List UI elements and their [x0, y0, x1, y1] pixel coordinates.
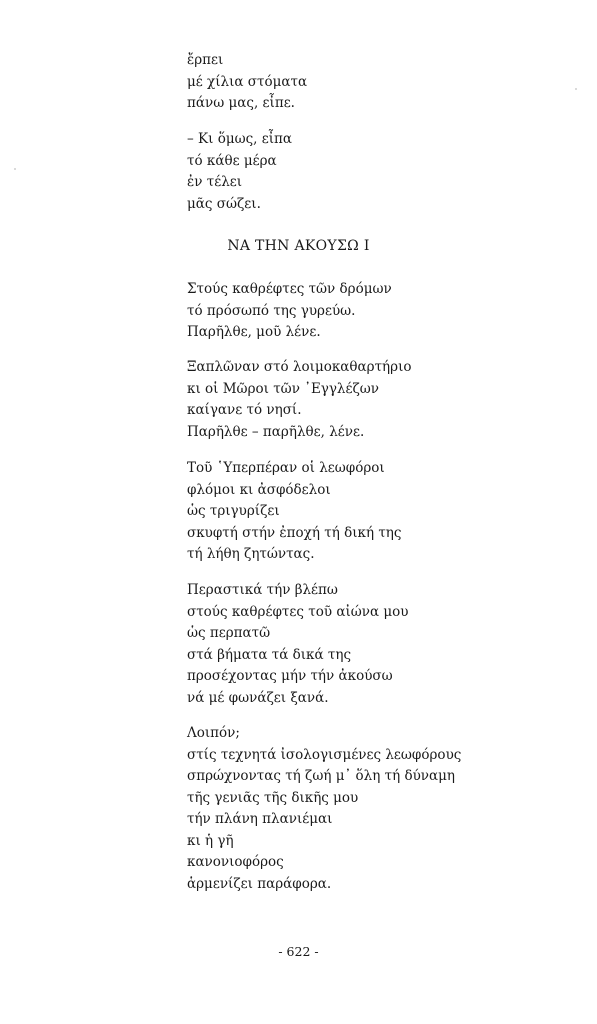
poem-line: σκυφτή στήν ἐποχή τή δική της — [187, 524, 402, 541]
stanza-4 — [187, 580, 547, 709]
poem-line: πάνω μας, εἶπε. — [187, 95, 295, 111]
poem-line: στούς καθρέφτες τοῦ αἰώνα μου — [187, 603, 409, 620]
poem-line: καίγανε τό νησί. — [187, 402, 302, 418]
poem-line: ἔρπει — [187, 52, 224, 68]
poem-line: τήν πλάνη πλανιέμαι — [187, 811, 333, 827]
poem-line: προσέχοντας μήν τήν ἀκούσω — [187, 668, 393, 684]
poem-line: Ξαπλῶναν στό λοιμοκαθαρτήριο — [187, 359, 412, 375]
poem-line: σπρώχνοντας τή ζωή μ᾽ ὅλη τή δύναμη — [187, 768, 455, 784]
scan-speck — [14, 168, 16, 170]
stanza-2 — [187, 357, 547, 443]
poem-line: μέ χίλια στόματα — [187, 73, 308, 90]
poem-line: τή λήθη ζητώντας. — [187, 546, 315, 562]
poem-line: ὡς περπατῶ — [187, 625, 271, 641]
poem-line: κι οἱ Μῶροι τῶν ᾽Εγγλέζων — [187, 380, 380, 397]
poem-line: Τοῦ ῾Υπερπέραν οἱ λεωφόροι — [187, 460, 385, 476]
poem-line: στά βήματα τά δικά της — [187, 646, 352, 663]
page-number: - 622 - — [278, 944, 319, 959]
poem-line: Στούς καθρέφτες τῶν δρόμων — [187, 281, 392, 297]
poem-line: – Κι ὅμως, εἶπα — [187, 131, 293, 147]
stanza-1 — [187, 279, 547, 344]
poem-line: στίς τεχνητά ἰσολογισμένες λεωφόρους — [187, 746, 462, 763]
poem-line: κι ἡ γῆ — [187, 832, 234, 849]
poem-line: τό κάθε μέρα — [187, 152, 277, 169]
stanza-prev-1 — [187, 50, 547, 115]
poem-line: Παρῆλθε – παρῆλθε, λένε. — [187, 423, 365, 440]
scan-speck — [575, 88, 577, 90]
poem-line: τό πρόσωπό της γυρεύω. — [187, 302, 356, 319]
poem-line: Λοιπόν; — [187, 725, 240, 741]
poem-line: ἁρμενίζει παράφορα. — [187, 875, 332, 892]
poem-line: μᾶς σώζει. — [187, 195, 261, 212]
stanza-5 — [187, 723, 547, 895]
poem-line: νά μέ φωνάζει ξανά. — [187, 689, 329, 706]
poem-line: τῆς γενιᾶς τῆς δικῆς μου — [187, 789, 359, 806]
poem-line: ἐν τέλει — [187, 174, 243, 190]
poem-line: κανονιοφόρος — [187, 854, 284, 870]
poem-line: Παρῆλθε, μοῦ λένε. — [187, 324, 321, 340]
poem-line: Περαστικά τήν βλέπω — [187, 582, 338, 598]
poem-line: ὡς τριγυρίζει — [187, 503, 280, 519]
stanza-prev-2 — [187, 129, 547, 215]
poem-title: ΝΑ ΤΗΝ ΑΚΟΥΣΩ Ι — [227, 238, 370, 254]
stanza-3 — [187, 458, 547, 566]
poem-line: φλόμοι κι ἀσφόδελοι — [187, 481, 331, 498]
